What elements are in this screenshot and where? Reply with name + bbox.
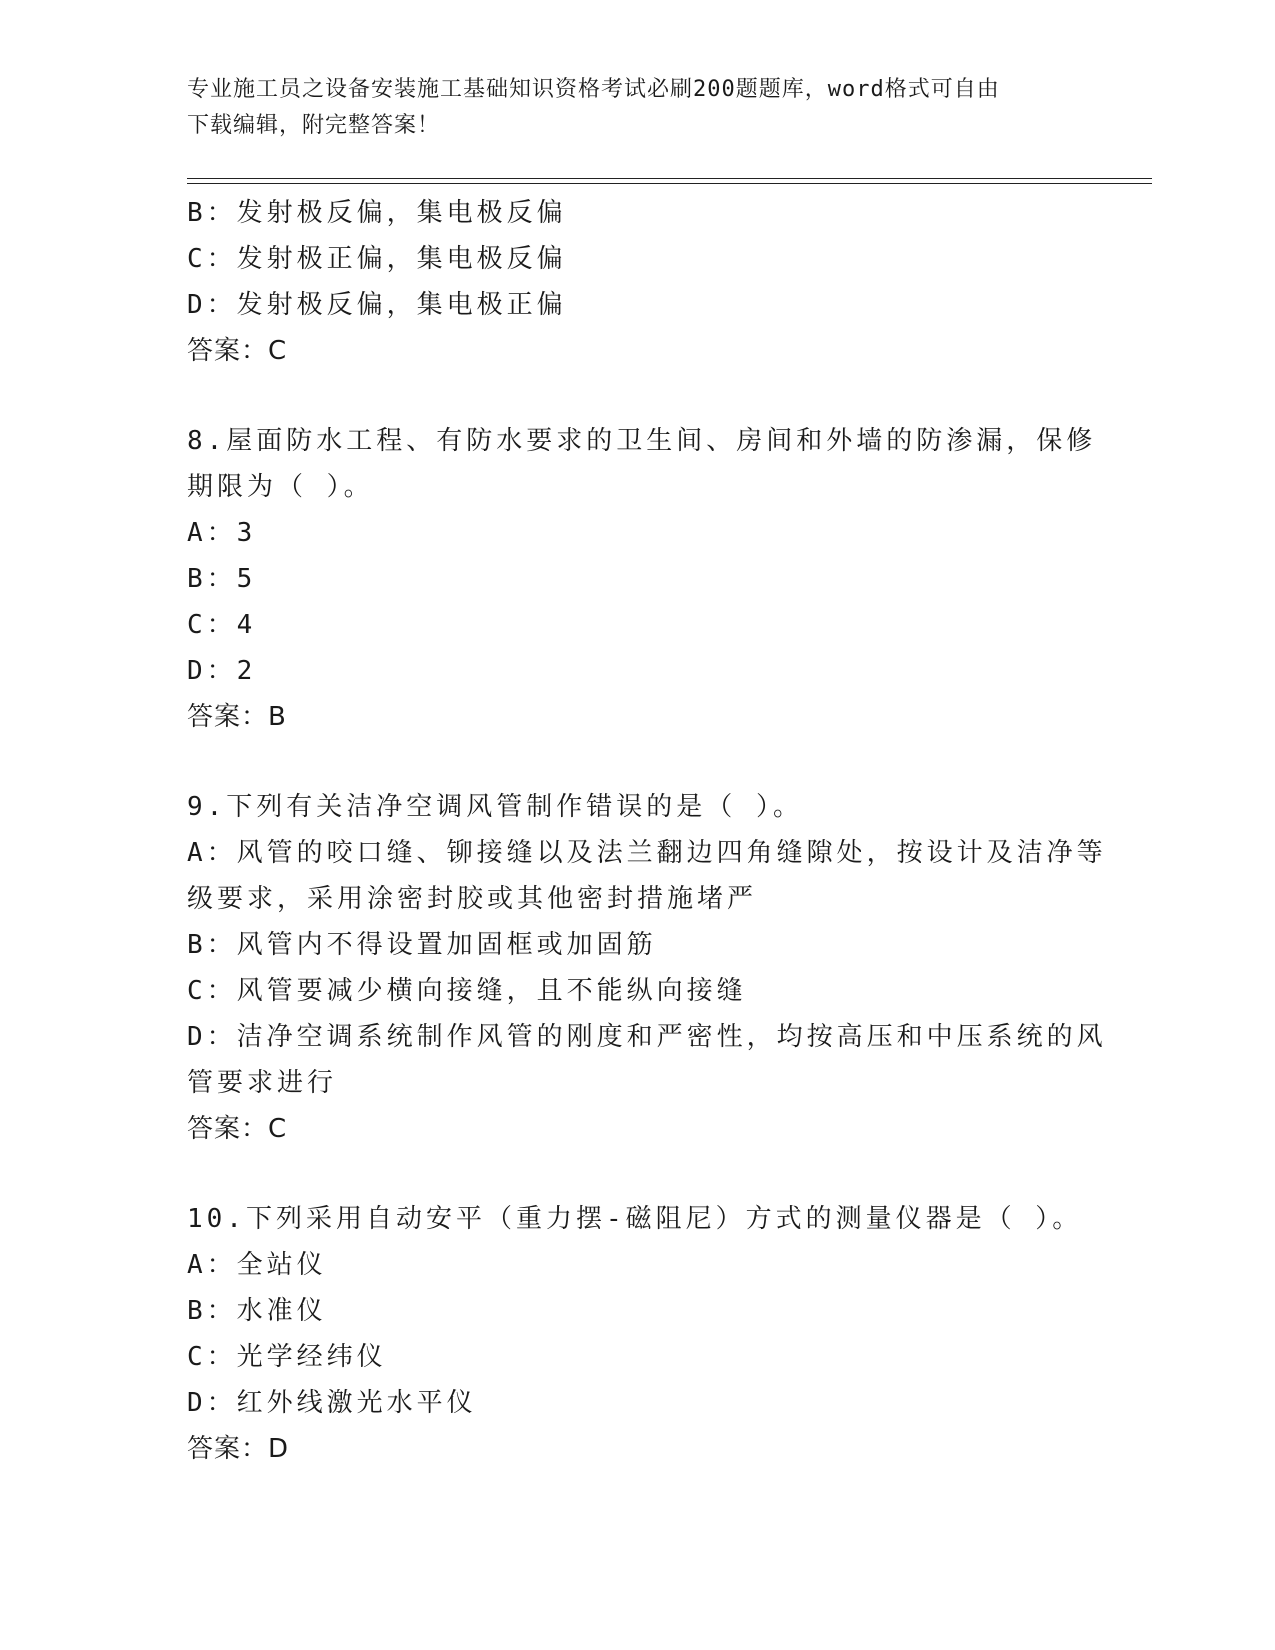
option-c: C：光学经纬仪 xyxy=(187,1342,387,1372)
option-c: C：风管要减少横向接缝，且不能纵向接缝 xyxy=(187,976,747,1006)
option-c: C：4 xyxy=(187,610,257,640)
option-b: B：发射极反偏，集电极反偏 xyxy=(187,198,567,228)
header-divider-top xyxy=(187,178,1152,179)
option-d: D：2 xyxy=(187,656,257,686)
option-a: A：风管的咬口缝、铆接缝以及法兰翻边四角缝隙处，按设计及洁净等 xyxy=(187,838,1107,868)
option-d: D：红外线激光水平仪 xyxy=(187,1388,477,1418)
header-line-2: 下载编辑，附完整答案！ xyxy=(187,113,441,138)
answer-line: 答案：C xyxy=(187,336,288,366)
option-d: D：发射极反偏，集电极正偏 xyxy=(187,290,567,320)
option-a: A：3 xyxy=(187,518,257,548)
prev-question-block xyxy=(187,190,1087,374)
option-d-continued: 管要求进行 xyxy=(187,1068,338,1098)
document-header xyxy=(187,72,1087,144)
question-stem: 9.下列有关洁净空调风管制作错误的是（ ）。 xyxy=(187,792,803,822)
option-a: A：全站仪 xyxy=(187,1250,327,1280)
answer-line: 答案：C xyxy=(187,1114,288,1144)
header-divider-bottom xyxy=(187,183,1152,184)
option-b: B：水准仪 xyxy=(187,1296,327,1326)
question-content xyxy=(187,190,1107,1472)
header-line-1: 专业施工员之设备安装施工基础知识资格考试必刷200题题库，word格式可自由 xyxy=(187,77,1000,102)
question-10-block xyxy=(187,1196,1087,1472)
option-c: C：发射极正偏，集电极反偏 xyxy=(187,244,567,274)
spacer xyxy=(187,1152,1087,1196)
option-b: B：风管内不得设置加固框或加固筋 xyxy=(187,930,657,960)
spacer xyxy=(187,374,1087,418)
question-stem-continued: 期限为（ ）。 xyxy=(187,472,374,502)
question-stem: 10.下列采用自动安平（重力摆-磁阻尼）方式的测量仪器是（ ）。 xyxy=(187,1204,1083,1234)
answer-line: 答案：D xyxy=(187,1434,290,1464)
option-a-continued: 级要求，采用涂密封胶或其他密封措施堵严 xyxy=(187,884,758,914)
question-8-block xyxy=(187,418,1097,740)
spacer xyxy=(187,740,1087,784)
answer-line: 答案：B xyxy=(187,702,287,732)
question-stem: 8.屋面防水工程、有防水要求的卫生间、房间和外墙的防渗漏，保修 xyxy=(187,426,1097,456)
option-b: B：5 xyxy=(187,564,257,594)
option-d: D：洁净空调系统制作风管的刚度和严密性，均按高压和中压系统的风 xyxy=(187,1022,1107,1052)
question-9-block xyxy=(187,784,1107,1152)
